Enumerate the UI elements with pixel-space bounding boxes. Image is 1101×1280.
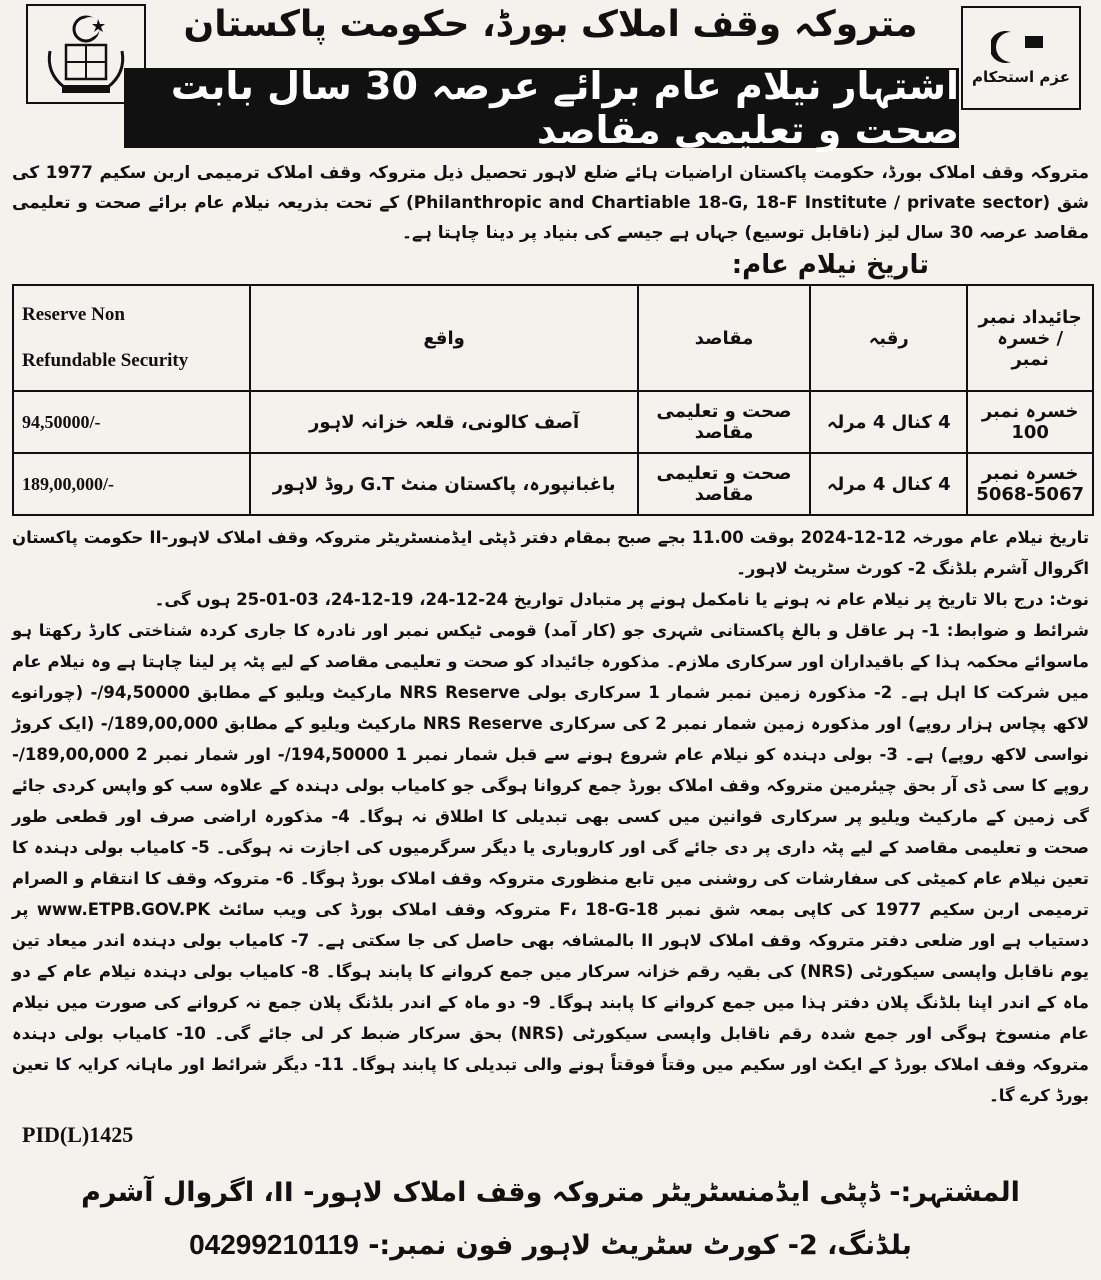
row-purpose: صحت و تعلیمی مقاصد [638, 391, 810, 453]
footer [0, 1168, 1101, 1273]
address-text: بلڈنگ، 2- کورٹ سٹریٹ لاہور فون نمبر:- [368, 1230, 912, 1261]
row-area: 4 کنال 4 مرلہ [810, 453, 967, 515]
auction-date-line: تاریخ نیلام عام مورخہ 12-12-2024 بوقت 11.00 بجے صبح بمقام دفتر ڈپٹی ایڈمنسٹریٹر متروکہ وقف املاک لاہور-II حکومت پاکستان اگروال آشرم بلڈنگ 2- کورٹ سٹریٹ لاہور۔ [12, 528, 1090, 578]
row-location: آصف کالونی، قلعہ خزانہ لاہور [250, 391, 637, 453]
header-security [13, 285, 250, 391]
row-purpose: صحت و تعلیمی مقاصد [638, 453, 810, 515]
header-purpose: مقاصد [638, 285, 810, 391]
note-line: نوٹ: درج بالا تاریخ پر نیلام عام نہ ہونے یا نامکمل ہونے پر متبادل تواریخ 24-12-24، 19-12-24، 03-01-25 ہوں گی۔ [154, 590, 1089, 609]
row-security: 189,00,000/- [13, 453, 250, 515]
banner-headline: اشتہار نیلام عام برائے عرصہ 30 سال بابت صحت و تعلیمی مقاصد [124, 68, 959, 148]
intro-text-2: کے تحت بذریعہ نیلام عام برائے صحت و تعلیمی مقاصد عرصہ 30 سال لیز (ناقابل توسیع) جہاں ہے جیسے کی بنیاد پر دینا چاہتا ہے۔ [12, 193, 1089, 243]
header-property: جائیداد نمبر / خسرہ نمبر [967, 285, 1093, 391]
row-property: خسرہ نمبر 5067-5068 [967, 453, 1093, 515]
organization-title: متروکہ وقف املاک بورڈ، حکومت پاکستان [183, 4, 918, 45]
header [12, 0, 1089, 150]
intro-text-1: متروکہ وقف املاک بورڈ، حکومت پاکستان اراضیات ہائے ضلع لاہور تحصیل ذیل متروکہ وقف املاک ترمیمی اربن سکیم 1977 کی شق [12, 163, 1089, 213]
intro-english-1: (Philanthropic and [405, 193, 585, 213]
header-security-line1: Reserve Non [22, 304, 125, 325]
auction-details [12, 522, 1089, 1111]
pid-number: PID(L)1425 [22, 1122, 134, 1147]
intro-paragraph [12, 158, 1089, 248]
crescent-icon [991, 30, 1051, 64]
header-security-line2: Refundable Security [22, 350, 189, 371]
terms-conditions: شرائط و ضوابط: 1- ہر عاقل و بالغ پاکستانی شہری جو (کار آمد) قومی ٹیکس نمبر اور نادرہ کا جاری کردہ شناختی کارڈ رکھتا ہو ماسوائے محکمہ ہذا کے باقیداران اور سرکاری ملازم۔ مذکورہ جائیداد کو صحت و تعلیمی مقاصد کے لیے پٹہ پر لینا چاہتا ہے وہ نیلام عام میں شرکت کا اہل ہے۔ 2- مذکورہ زمین نمبر شمار 1 سرکاری بولی NRS Reserve مارکیٹ ویلیو کے مطابق 94,50000/- (چورانوے لاکھ پچاس ہزار روپے) اور مذکورہ زمین شمار نمبر 2 کی سرکاری NRS Reserve مارکیٹ ویلیو کے مطابق 189,00,000/- (ایک کروڑ نواسی لاکھ روپے) ہے۔ 3- بولی دہندہ کو نیلام عام شروع ہونے سے قبل شمار نمبر 1 194,50000/- اور شمار نمبر 2 189,00,000/- روپے کا سی ڈی آر بحق چیئرمین متروکہ وقف املاک بورڈ جمع کروانا ہوگی جو کامیاب بولی دہندہ کے علاوہ سب کو واپس کردی جائے گی زمین کے مارکیٹ ویلیو پر سرکاری قوانین میں کسی بھی تبدیلی کا اطلاق نہ ہوگا۔ 4- مذکورہ اراضی صرف اور قطعی طور صحت و تعلیمی مقاصد کے لیے پٹہ داری پر دی جائے گی اور کاروباری یا دیگر سرگرمیوں کی اجازت نہ ہوگی۔ 5- کامیاب بولی دہندہ کا تعین نیلام عام کمیٹی کی سفارشات کی روشنی میں تابع منظوری متروکہ وقف املاک بورڈ ہوگا۔ 6- متروکہ وقف کا انتقام و الصرام ترمیمی اربن سکیم 1977 کی کاپی بمعہ شق نمبر 18-F، 18-G متروکہ وقف املاک بورڈ کی ویب سائٹ www.ETPB.GOV.PK پر دستیاب ہے اور ضلعی دفتر متروکہ وقف املاک لاہور II بالمشافہ بھی حاصل کی جا سکتی ہے۔ 7- کامیاب بولی دہندہ اندر میعاد تین یوم ناقابل واپسی سیکورٹی (NRS) کی بقیہ رقم خزانہ سرکار میں جمع کروانے کا پابند ہوگا۔ 8- کامیاب بولی دہندہ نیلام عام کے دو ماہ کے اندر اپنا بلڈنگ پلان دفتر ہذا میں جمع کروانے کا پابند ہوگا۔ 9- دو ماہ کے اندر بلڈنگ پلان جمع نہ کروانے کی صورت میں نیلام عام منسوخ ہوگی اور جمع شدہ رقم ناقابل واپسی سیکورٹی (NRS) بحق سرکار ضبط کر لی جائے گی۔ 10- کامیاب بولی دہندہ متروکہ وقف املاک بورڈ کے ایکٹ اور سکیم میں وقتاً فوقتاً ہونے والی تبدیلی کا پابند ہوگا۔ 11- دیگر شرائط اور ماہانہ کرایہ کا تعین بورڈ کرے گا۔ [12, 621, 1090, 1105]
property-table [12, 284, 1094, 516]
auction-date-heading: تاریخ نیلام عام: [731, 250, 929, 280]
phone-number: 04299210119 [189, 1229, 359, 1260]
intro-english-2: Chartiable 18-G, 18-F Institute / private sector) [591, 193, 1051, 213]
table-row [13, 453, 1093, 515]
address-line [0, 1218, 1101, 1273]
row-area: 4 کنال 4 مرلہ [810, 391, 967, 453]
header-area: رقبہ [810, 285, 967, 391]
header-location: واقع [250, 285, 637, 391]
azm-e-istehkam-logo [961, 6, 1081, 110]
logo-text: عزم استحکام [972, 68, 1070, 86]
advertiser-line: المشتہر:- ڈپٹی ایڈمنسٹریٹر متروکہ وقف املاک لاہور- II، اگروال آشرم [81, 1177, 1020, 1208]
table-row [13, 391, 1093, 453]
row-security: 94,50000/- [13, 391, 250, 453]
row-property: خسرہ نمبر 100 [967, 391, 1093, 453]
table-header-row [13, 285, 1093, 391]
row-location: باغبانپورہ، پاکستان منٹ G.T روڈ لاہور [250, 453, 637, 515]
